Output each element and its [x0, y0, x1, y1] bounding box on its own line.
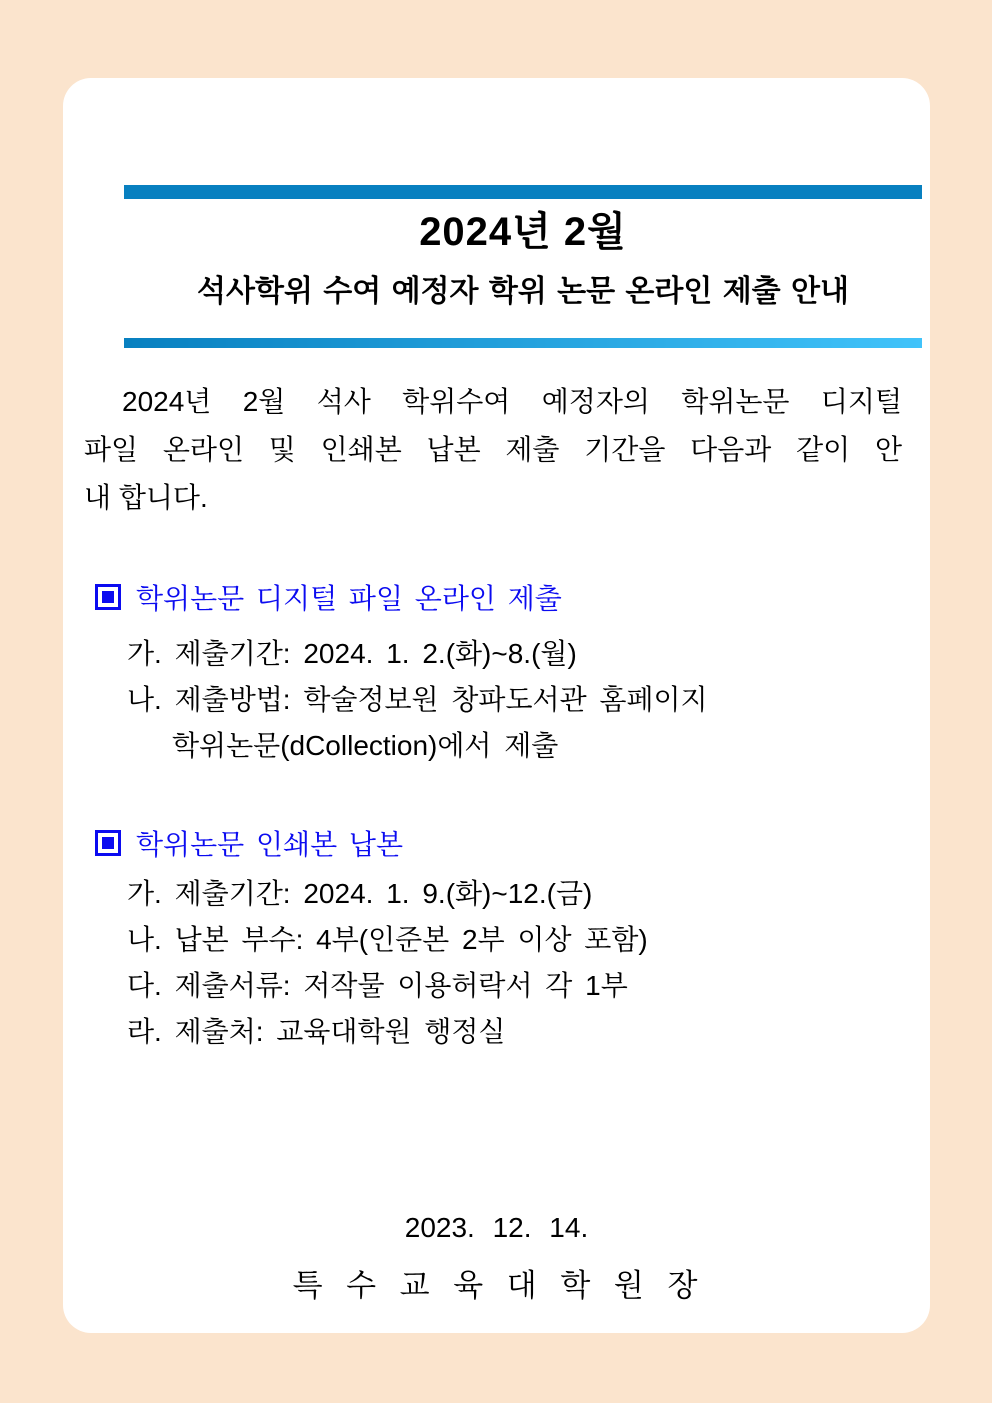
- section-item: 라. 제출처: 교육대학원 행정실: [127, 1016, 506, 1047]
- section-item-continuation: 학위논문(dCollection)에서 제출: [172, 730, 559, 761]
- header-top-rule: [124, 185, 922, 199]
- section-print-copy-deposit: [95, 826, 403, 860]
- section-title: 학위논문 인쇄본 납본: [136, 829, 403, 860]
- section-title: 학위논문 디지털 파일 온라인 제출: [136, 583, 562, 614]
- section-marker-icon: [95, 584, 121, 610]
- intro-line: 내 합니다.: [84, 482, 208, 513]
- intro-line: 파일 온라인 및 인쇄본 납본 제출 기간을 다음과 같이 안: [84, 434, 902, 465]
- notice-card: [63, 78, 930, 1333]
- section-marker-fill: [102, 837, 114, 849]
- section-item: 가. 제출기간: 2024. 1. 9.(화)~12.(금): [127, 878, 593, 909]
- header-bottom-rule: [124, 338, 922, 348]
- page-subtitle: 석사학위 수여 예정자 학위 논문 온라인 제출 안내: [197, 275, 849, 308]
- section-marker-icon: [95, 830, 121, 856]
- section-print-items: [127, 871, 648, 1055]
- section-item: 다. 제출서류: 저작물 이용허락서 각 1부: [127, 970, 628, 1001]
- intro-paragraph: [84, 378, 902, 522]
- section-marker-fill: [102, 591, 114, 603]
- page-title: 2024년 2월: [419, 210, 627, 254]
- section-item: 나. 납본 부수: 4부(인준본 2부 이상 포함): [127, 924, 648, 955]
- issue-date: 2023. 12. 14.: [404, 1212, 589, 1243]
- intro-line: 2024년 2월 석사 학위수여 예정자의 학위논문 디지털: [122, 386, 902, 417]
- section-digital-items: [127, 631, 708, 769]
- signature-dean-of-graduate-school: 특 수 교 육 대 학 원 장: [292, 1268, 701, 1303]
- section-item: 가. 제출기간: 2024. 1. 2.(화)~8.(월): [127, 638, 577, 669]
- section-digital-file-online-submission: [95, 580, 562, 614]
- section-item: 나. 제출방법: 학술정보원 창파도서관 홈페이지: [127, 684, 708, 715]
